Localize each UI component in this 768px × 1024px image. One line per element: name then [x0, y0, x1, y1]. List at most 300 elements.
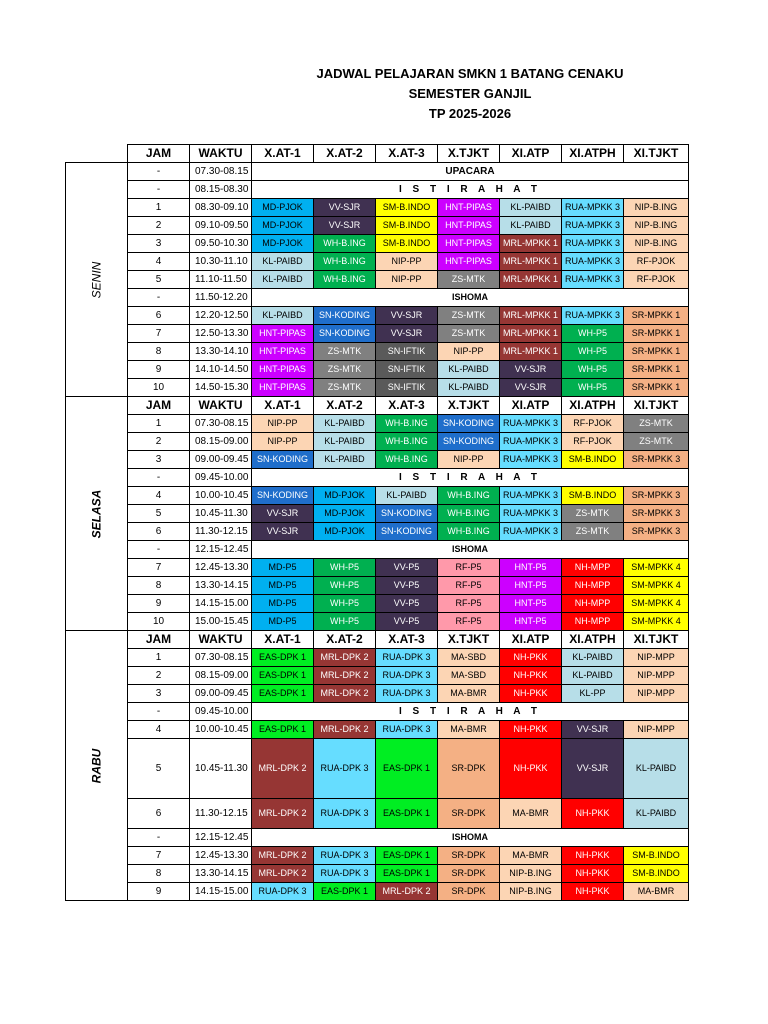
subject-cell: MRL-DPK 2 — [314, 685, 376, 703]
column-header: WAKTU — [190, 145, 252, 163]
subject-cell: MD-P5 — [252, 559, 314, 577]
istirahat-cell: I S T I R A H A T — [252, 469, 689, 487]
subject-cell: MRL-DPK 2 — [252, 739, 314, 799]
subject-cell: WH-B.ING — [376, 433, 438, 451]
subject-cell: WH-P5 — [314, 595, 376, 613]
schedule-table — [65, 144, 689, 901]
subject-cell: RUA-MPKK 3 — [500, 487, 562, 505]
subject-cell: EAS-DPK 1 — [376, 799, 438, 829]
subject-cell: SM-MPKK 4 — [624, 595, 689, 613]
subject-cell: NH-PKK — [562, 865, 624, 883]
subject-cell: NIP-PP — [252, 415, 314, 433]
subject-cell: WH-B.ING — [376, 415, 438, 433]
subject-cell: KL-PAIBD — [500, 217, 562, 235]
subject-cell: RUA-DPK 3 — [314, 739, 376, 799]
subject-cell: WH-B.ING — [438, 523, 500, 541]
table-row — [66, 739, 689, 799]
subject-cell: MD-PJOK — [314, 487, 376, 505]
istirahat-cell: I S T I R A H A T — [252, 181, 689, 199]
waktu-cell: 10.45-11.30 — [190, 739, 252, 799]
column-header: X.TJKT — [438, 631, 500, 649]
subject-cell: MA-SBD — [438, 649, 500, 667]
subject-cell: ZS-MTK — [624, 433, 689, 451]
table-row — [66, 415, 689, 433]
subject-cell: ZS-MTK — [438, 325, 500, 343]
subject-cell: SM-B.INDO — [376, 235, 438, 253]
waktu-cell: 14.10-14.50 — [190, 361, 252, 379]
table-row — [66, 577, 689, 595]
subject-cell: RUA-DPK 3 — [376, 649, 438, 667]
subject-cell: RF-PJOK — [624, 253, 689, 271]
subject-cell: RUA-MPKK 3 — [500, 451, 562, 469]
column-header: JAM — [128, 145, 190, 163]
jam-cell: 6 — [128, 523, 190, 541]
header-row — [66, 397, 689, 415]
table-row — [66, 829, 689, 847]
subject-cell: KL-PP — [562, 685, 624, 703]
column-header: X.AT-3 — [376, 145, 438, 163]
waktu-cell: 09.50-10.30 — [190, 235, 252, 253]
waktu-cell: 07.30-08.15 — [190, 415, 252, 433]
subject-cell: SM-MPKK 4 — [624, 577, 689, 595]
table-row — [66, 595, 689, 613]
jam-cell: 10 — [128, 379, 190, 397]
jam-cell: - — [128, 541, 190, 559]
subject-cell: NIP-B.ING — [624, 235, 689, 253]
subject-cell: MRL-DPK 2 — [314, 649, 376, 667]
subject-cell: ZS-MTK — [314, 343, 376, 361]
subject-cell: NIP-B.ING — [500, 865, 562, 883]
jam-cell: 5 — [128, 505, 190, 523]
column-header: X.AT-2 — [314, 397, 376, 415]
subject-cell: NH-PKK — [562, 883, 624, 901]
subject-cell: MD-P5 — [252, 613, 314, 631]
subject-cell: KL-PAIBD — [624, 799, 689, 829]
subject-cell: SM-B.INDO — [624, 865, 689, 883]
waktu-cell: 12.45-13.30 — [190, 847, 252, 865]
waktu-cell: 12.15-12.45 — [190, 541, 252, 559]
waktu-cell: 11.30-12.15 — [190, 523, 252, 541]
waktu-cell: 07.30-08.15 — [190, 163, 252, 181]
subject-cell: MD-PJOK — [252, 235, 314, 253]
subject-cell: RUA-MPKK 3 — [562, 253, 624, 271]
subject-cell: SM-B.INDO — [562, 487, 624, 505]
table-row — [66, 253, 689, 271]
subject-cell: VV-SJR — [562, 721, 624, 739]
subject-cell: SR-DPK — [438, 883, 500, 901]
subject-cell: MD-PJOK — [314, 523, 376, 541]
column-header: XI.TJKT — [624, 631, 689, 649]
table-row — [66, 847, 689, 865]
waktu-cell: 11.50-12.20 — [190, 289, 252, 307]
subject-cell: NIP-PP — [376, 253, 438, 271]
day-label — [66, 397, 128, 631]
subject-cell: WH-P5 — [314, 613, 376, 631]
jam-cell: - — [128, 181, 190, 199]
subject-cell: HNT-PIPAS — [438, 235, 500, 253]
day-name: SELASA — [89, 489, 103, 538]
subject-cell: ZS-MTK — [438, 271, 500, 289]
subject-cell: NH-MPP — [562, 613, 624, 631]
jam-cell: 3 — [128, 235, 190, 253]
subject-cell: NIP-MPP — [624, 721, 689, 739]
subject-cell: SR-DPK — [438, 865, 500, 883]
jam-cell: - — [128, 163, 190, 181]
subject-cell: MD-P5 — [252, 595, 314, 613]
subject-cell: MA-BMR — [438, 721, 500, 739]
table-row — [66, 487, 689, 505]
subject-cell: NIP-MPP — [624, 649, 689, 667]
column-header: XI.ATPH — [562, 145, 624, 163]
subject-cell: NH-PKK — [500, 667, 562, 685]
subject-cell: VV-P5 — [376, 595, 438, 613]
column-header: X.AT-3 — [376, 397, 438, 415]
subject-cell: VV-SJR — [500, 361, 562, 379]
jam-cell: 8 — [128, 577, 190, 595]
column-header: XI.ATPH — [562, 631, 624, 649]
subject-cell: HNT-PIPAS — [438, 253, 500, 271]
subject-cell: NH-PKK — [500, 721, 562, 739]
table-row — [66, 703, 689, 721]
subject-cell: NH-PKK — [562, 799, 624, 829]
table-row — [66, 721, 689, 739]
subject-cell: MA-SBD — [438, 667, 500, 685]
waktu-cell: 12.20-12.50 — [190, 307, 252, 325]
column-header: XI.ATP — [500, 145, 562, 163]
subject-cell: HNT-P5 — [500, 559, 562, 577]
subject-cell: MD-PJOK — [252, 217, 314, 235]
subject-cell: NH-PKK — [500, 739, 562, 799]
subject-cell: SN-KODING — [376, 505, 438, 523]
table-row — [66, 799, 689, 829]
jam-cell: 1 — [128, 199, 190, 217]
jam-cell: 7 — [128, 325, 190, 343]
subject-cell: RUA-MPKK 3 — [562, 271, 624, 289]
subject-cell: WH-B.ING — [314, 253, 376, 271]
subject-cell: NIP-B.ING — [500, 883, 562, 901]
subject-cell: SR-MPKK 3 — [624, 505, 689, 523]
subject-cell: NH-MPP — [562, 559, 624, 577]
table-row — [66, 379, 689, 397]
subject-cell: RUA-MPKK 3 — [500, 523, 562, 541]
column-header: JAM — [128, 631, 190, 649]
waktu-cell: 10.00-10.45 — [190, 721, 252, 739]
subject-cell: NIP-PP — [438, 451, 500, 469]
subject-cell: HNT-PIPAS — [252, 343, 314, 361]
subject-cell: MRL-DPK 2 — [252, 847, 314, 865]
waktu-cell: 09.10-09.50 — [190, 217, 252, 235]
subject-cell: RF-PJOK — [624, 271, 689, 289]
jam-cell: 8 — [128, 865, 190, 883]
subject-cell: NIP-PP — [376, 271, 438, 289]
waktu-cell: 14.15-15.00 — [190, 595, 252, 613]
subject-cell: KL-PAIBD — [438, 361, 500, 379]
table-row — [66, 163, 689, 181]
subject-cell: SR-DPK — [438, 799, 500, 829]
waktu-cell: 10.00-10.45 — [190, 487, 252, 505]
subject-cell: NH-MPP — [562, 595, 624, 613]
ishoma-cell: ISHOMA — [252, 829, 689, 847]
jam-cell: 7 — [128, 559, 190, 577]
waktu-cell: 09.00-09.45 — [190, 685, 252, 703]
column-header: XI.ATP — [500, 631, 562, 649]
subject-cell: WH-P5 — [562, 325, 624, 343]
subject-cell: RUA-MPKK 3 — [562, 307, 624, 325]
waktu-cell: 09.45-10.00 — [190, 703, 252, 721]
subject-cell: MA-BMR — [500, 847, 562, 865]
waktu-cell: 12.45-13.30 — [190, 559, 252, 577]
column-header: WAKTU — [190, 631, 252, 649]
subject-cell: SN-KODING — [376, 523, 438, 541]
subject-cell: HNT-PIPAS — [438, 199, 500, 217]
subject-cell: KL-PAIBD — [624, 739, 689, 799]
table-row — [66, 469, 689, 487]
waktu-cell: 10.45-11.30 — [190, 505, 252, 523]
subject-cell: SN-KODING — [438, 415, 500, 433]
day-name: RABU — [89, 748, 103, 783]
jam-cell: - — [128, 289, 190, 307]
subject-cell: MD-PJOK — [252, 199, 314, 217]
subject-cell: EAS-DPK 1 — [252, 667, 314, 685]
subject-cell: SM-B.INDO — [376, 217, 438, 235]
jam-cell: 4 — [128, 253, 190, 271]
table-row — [66, 667, 689, 685]
waktu-cell: 12.50-13.30 — [190, 325, 252, 343]
subject-cell: MD-P5 — [252, 577, 314, 595]
jam-cell: 6 — [128, 307, 190, 325]
subject-cell: VV-P5 — [376, 559, 438, 577]
header-row — [66, 145, 689, 163]
jam-cell: 1 — [128, 415, 190, 433]
table-row — [66, 883, 689, 901]
subject-cell: WH-B.ING — [314, 235, 376, 253]
semester-title: SEMESTER GANJIL — [408, 86, 532, 101]
subject-cell: MRL-MPKK 1 — [500, 325, 562, 343]
subject-cell: EAS-DPK 1 — [376, 847, 438, 865]
waktu-cell: 09.45-10.00 — [190, 469, 252, 487]
waktu-cell: 13.30-14.15 — [190, 577, 252, 595]
subject-cell: WH-P5 — [314, 559, 376, 577]
table-row — [66, 451, 689, 469]
subject-cell: VV-P5 — [376, 613, 438, 631]
table-row — [66, 865, 689, 883]
jam-cell: 4 — [128, 721, 190, 739]
jam-cell: 2 — [128, 667, 190, 685]
istirahat-cell: I S T I R A H A T — [252, 703, 689, 721]
subject-cell: KL-PAIBD — [314, 415, 376, 433]
subject-cell: MRL-MPKK 1 — [500, 307, 562, 325]
subject-cell: WH-P5 — [562, 379, 624, 397]
subject-cell: KL-PAIBD — [376, 487, 438, 505]
jam-cell: 3 — [128, 451, 190, 469]
jam-cell: 5 — [128, 271, 190, 289]
subject-cell: EAS-DPK 1 — [252, 649, 314, 667]
subject-cell: KL-PAIBD — [252, 253, 314, 271]
waktu-cell: 14.50-15.30 — [190, 379, 252, 397]
subject-cell: RUA-DPK 3 — [376, 721, 438, 739]
subject-cell: SR-MPKK 3 — [624, 487, 689, 505]
subject-cell: EAS-DPK 1 — [252, 685, 314, 703]
subject-cell: MRL-MPKK 1 — [500, 271, 562, 289]
subject-cell: WH-B.ING — [438, 505, 500, 523]
subject-cell: EAS-DPK 1 — [376, 865, 438, 883]
column-header: XI.TJKT — [624, 397, 689, 415]
subject-cell: RUA-MPKK 3 — [500, 433, 562, 451]
column-header: X.TJKT — [438, 145, 500, 163]
subject-cell: RF-P5 — [438, 559, 500, 577]
table-row — [66, 361, 689, 379]
waktu-cell: 12.15-12.45 — [190, 829, 252, 847]
waktu-cell: 08.15-09.00 — [190, 667, 252, 685]
subject-cell: VV-SJR — [562, 739, 624, 799]
table-row — [66, 235, 689, 253]
subject-cell: SR-MPKK 3 — [624, 523, 689, 541]
subject-cell: SR-MPKK 1 — [624, 343, 689, 361]
subject-cell: MD-PJOK — [314, 505, 376, 523]
table-row — [66, 271, 689, 289]
subject-cell: RUA-MPKK 3 — [562, 217, 624, 235]
jam-cell: 2 — [128, 433, 190, 451]
subject-cell: WH-P5 — [562, 343, 624, 361]
subject-cell: ZS-MTK — [314, 361, 376, 379]
subject-cell: HNT-P5 — [500, 577, 562, 595]
waktu-cell: 11.30-12.15 — [190, 799, 252, 829]
table-row — [66, 343, 689, 361]
subject-cell: SN-KODING — [314, 307, 376, 325]
jam-cell: 4 — [128, 487, 190, 505]
table-row — [66, 559, 689, 577]
jam-cell: 6 — [128, 799, 190, 829]
subject-cell: EAS-DPK 1 — [376, 739, 438, 799]
subject-cell: SR-MPKK 1 — [624, 307, 689, 325]
waktu-cell: 08.15-08.30 — [190, 181, 252, 199]
subject-cell: SN-IFTIK — [376, 343, 438, 361]
subject-cell: SR-DPK — [438, 847, 500, 865]
subject-cell: ZS-MTK — [438, 307, 500, 325]
subject-cell: SR-MPKK 3 — [624, 451, 689, 469]
subject-cell: HNT-P5 — [500, 595, 562, 613]
table-row — [66, 199, 689, 217]
subject-cell: EAS-DPK 1 — [314, 883, 376, 901]
subject-cell: ZS-MTK — [314, 379, 376, 397]
column-header: WAKTU — [190, 397, 252, 415]
column-header: X.AT-2 — [314, 145, 376, 163]
subject-cell: KL-PAIBD — [252, 307, 314, 325]
subject-cell: SN-KODING — [252, 451, 314, 469]
subject-cell: MRL-MPKK 1 — [500, 235, 562, 253]
subject-cell: MA-BMR — [438, 685, 500, 703]
subject-cell: KL-PAIBD — [314, 451, 376, 469]
subject-cell: NH-PKK — [562, 847, 624, 865]
subject-cell: VV-SJR — [376, 325, 438, 343]
subject-cell: MRL-DPK 2 — [376, 883, 438, 901]
jam-cell: 9 — [128, 883, 190, 901]
subject-cell: ZS-MTK — [624, 415, 689, 433]
subject-cell: NH-MPP — [562, 577, 624, 595]
column-header: X.AT-1 — [252, 397, 314, 415]
jam-cell: 1 — [128, 649, 190, 667]
header-row — [66, 631, 689, 649]
subject-cell: RF-PJOK — [562, 433, 624, 451]
jam-cell: - — [128, 703, 190, 721]
subject-cell: NIP-B.ING — [624, 217, 689, 235]
jam-cell: 5 — [128, 739, 190, 799]
table-row — [66, 505, 689, 523]
column-header: X.AT-2 — [314, 631, 376, 649]
subject-cell: KL-PAIBD — [500, 199, 562, 217]
subject-cell: MRL-DPK 2 — [252, 799, 314, 829]
subject-cell: RUA-MPKK 3 — [562, 235, 624, 253]
subject-cell: SM-MPKK 4 — [624, 559, 689, 577]
subject-cell: SM-B.INDO — [376, 199, 438, 217]
subject-cell: SR-MPKK 1 — [624, 379, 689, 397]
subject-cell: MRL-DPK 2 — [314, 667, 376, 685]
subject-cell: NH-PKK — [500, 649, 562, 667]
jam-cell: 9 — [128, 361, 190, 379]
subject-cell: KL-PAIBD — [438, 379, 500, 397]
subject-cell: WH-B.ING — [376, 451, 438, 469]
subject-cell: VV-SJR — [376, 307, 438, 325]
subject-cell: KL-PAIBD — [562, 649, 624, 667]
subject-cell: HNT-PIPAS — [252, 325, 314, 343]
column-header: X.TJKT — [438, 397, 500, 415]
waktu-cell: 15.00-15.45 — [190, 613, 252, 631]
subject-cell: RUA-DPK 3 — [314, 865, 376, 883]
upacara-cell: UPACARA — [252, 163, 689, 181]
ishoma-cell: ISHOMA — [252, 289, 689, 307]
subject-cell: MA-BMR — [624, 883, 689, 901]
jam-cell: - — [128, 829, 190, 847]
subject-cell: HNT-PIPAS — [252, 361, 314, 379]
column-header: JAM — [128, 397, 190, 415]
day-name: SENIN — [89, 261, 103, 298]
subject-cell: NIP-PP — [252, 433, 314, 451]
table-row — [66, 289, 689, 307]
schedule-title: JADWAL PELAJARAN SMKN 1 BATANG CENAKU — [316, 66, 624, 81]
subject-cell: SM-B.INDO — [624, 847, 689, 865]
jam-cell: - — [128, 469, 190, 487]
table-row — [66, 649, 689, 667]
subject-cell: NIP-PP — [438, 343, 500, 361]
subject-cell: WH-P5 — [314, 577, 376, 595]
subject-cell: HNT-PIPAS — [252, 379, 314, 397]
column-header: XI.ATPH — [562, 397, 624, 415]
table-row — [66, 307, 689, 325]
subject-cell: SN-IFTIK — [376, 379, 438, 397]
jam-cell: 2 — [128, 217, 190, 235]
column-header: X.AT-3 — [376, 631, 438, 649]
subject-cell: SN-IFTIK — [376, 361, 438, 379]
table-row — [66, 523, 689, 541]
jam-cell: 8 — [128, 343, 190, 361]
subject-cell: VV-SJR — [314, 199, 376, 217]
subject-cell: RUA-MPKK 3 — [500, 505, 562, 523]
subject-cell: RF-PJOK — [562, 415, 624, 433]
subject-cell: RUA-DPK 3 — [376, 685, 438, 703]
subject-cell: ZS-MTK — [562, 505, 624, 523]
ishoma-cell: ISHOMA — [252, 541, 689, 559]
subject-cell: RF-P5 — [438, 595, 500, 613]
table-row — [66, 685, 689, 703]
subject-cell: RUA-DPK 3 — [314, 799, 376, 829]
subject-cell: KL-PAIBD — [562, 667, 624, 685]
waktu-cell: 08.30-09.10 — [190, 199, 252, 217]
table-row — [66, 325, 689, 343]
waktu-cell: 10.30-11.10 — [190, 253, 252, 271]
subject-cell: VV-SJR — [252, 505, 314, 523]
subject-cell: SM-MPKK 4 — [624, 613, 689, 631]
subject-cell: SN-KODING — [314, 325, 376, 343]
